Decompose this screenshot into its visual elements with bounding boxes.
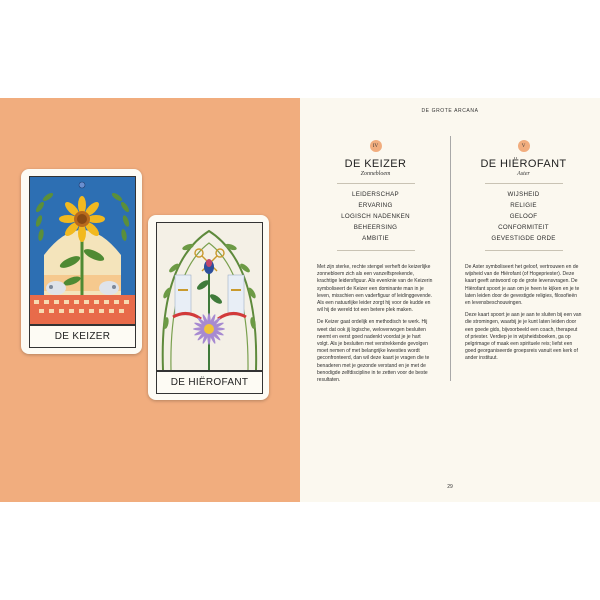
body-paragraph: Met zijn sterke, rechte stengel verheft de keizerlijke zonnebloem zich als een vanzelfsprekende, krachtige leidersfiguur. Als evenknie van de Keizerin symboliseert de Keizer een dominante man in je leven, misschien een vaderfiguur of leidinggevende. Als een natuurlijke leider zorgt hij voor de kudde en wil hij de wereld tot een betere plek maken. [317, 264, 433, 314]
keyword: LEIDERSCHAP [352, 191, 399, 198]
column-divider [450, 136, 451, 381]
card-hierophant-caption: DE HIËROFANT [156, 371, 263, 394]
keyword: RELIGIE [510, 202, 537, 209]
entry-hierophant [465, 140, 582, 256]
title-rule [337, 183, 415, 184]
entry-hierophant-body [465, 264, 582, 368]
numeral-badge: V [518, 140, 530, 152]
card-emperor-caption: DE KEIZER [29, 325, 136, 348]
body-paragraph: De Aster symboliseert het geloof, vertrouwen en de wijsheid van de Hiërofant (of Hogepriester). Deze kaart geeft antwoord op de grote levensvragen. De Hiërofant spoort je aan om je heen te kijken en je te laten leiden door de gevestigde religies, filosofieën en levensbeschouwingen. [465, 264, 580, 307]
keyword: AMBITIE [362, 235, 389, 242]
card-emperor [21, 169, 142, 354]
entry-emperor [317, 140, 434, 256]
keyword: LOGISCH NADENKEN [341, 213, 410, 220]
card-emperor-illustration [29, 176, 136, 325]
section-title: DE GROTE ARCANA [421, 108, 479, 114]
right-page [300, 98, 600, 502]
keyword: ERVARING [358, 202, 393, 209]
card-hierophant-illustration [156, 222, 263, 371]
keyword-rule [337, 250, 415, 251]
card-hierophant [148, 215, 269, 400]
keyword: GELOOF [509, 213, 538, 220]
keyword: GEVESTIGDE ORDE [491, 235, 556, 242]
keyword-rule [485, 250, 563, 251]
keyword: WIJSHEID [507, 191, 540, 198]
keyword-list [465, 189, 582, 244]
entry-title: DE HIËROFANT [480, 158, 567, 170]
entry-title: DE KEIZER [344, 158, 407, 170]
entry-flower: Aster [517, 171, 530, 177]
book-spread [0, 98, 600, 502]
entry-emperor-body [317, 264, 434, 389]
keyword-list [317, 189, 434, 244]
body-paragraph: Deze kaart spoort je aan je aan te sluiten bij een van die stromingen, waarbij je je kunt laten leiden door een goede gids, bijvoorbeeld een coach, therapeut of priester. Verdiep je in wijsheidsboeken, ga op pelgrimage of maak een spirituele reis; liefst een goed georganiseerde groepsreis vanuit een kerk of ander instituut. [465, 312, 582, 362]
keyword: BEHEERSING [353, 224, 398, 231]
left-page [0, 98, 300, 502]
entry-flower: Zonnebloem [360, 171, 391, 177]
numeral-badge: IV [370, 140, 382, 152]
page-number: 29 [447, 484, 453, 490]
body-paragraph: De Keizer gaat ordelijk en methodisch te werk. Hij weet dat ook jij logische, weloverwogen besluiten neemt en eerst goed nadenkt voordat je je hart volgt. Als je besluiten met verstrekkende gevolgen moet nemen of met belangrijke kwesties wordt geconfronteerd, dan wil deze kaart je vragen die te benaderen met je gezonde verstand en je met de benodigde zelfdiscipline in te zetten voor de beste resultaten. [317, 319, 430, 384]
title-rule [485, 183, 563, 184]
keyword: CONFORMITEIT [498, 224, 549, 231]
